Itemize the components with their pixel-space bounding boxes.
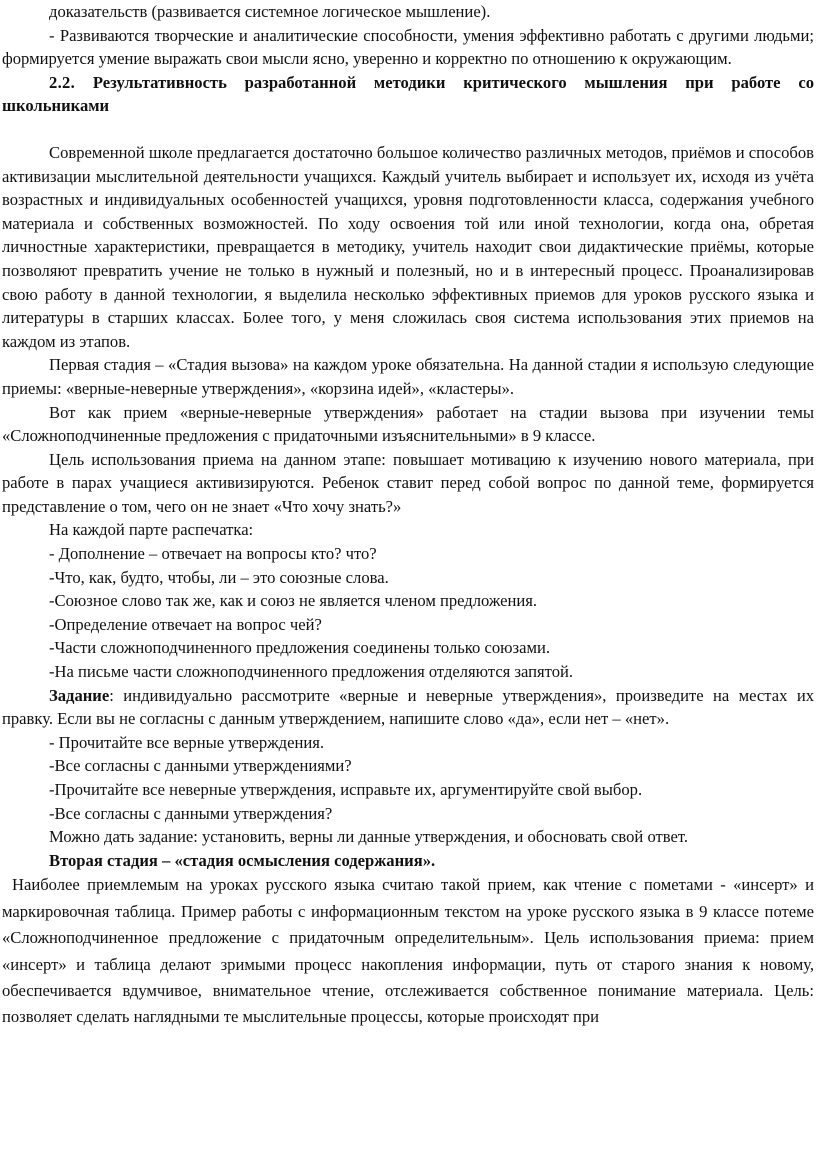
paragraph: Цель использования приема на данном этапе: повышает мотивацию к изучению нового материала, при работе в парах учащиеся активизируются. Ребенок ставит перед собой вопрос по данной теме, формируется представление о том, чего он не знает «Что хочу знать?» <box>2 449 814 516</box>
subheading: Вторая стадия – «стадия осмысления содержания». <box>49 850 436 870</box>
paragraph: Современной школе предлагается достаточно большое количество различных методов, приёмов и способов активизации мыслительной деятельности учащихся. Каждый учитель выбирает и использует их, исходя из учёта возрастных и индивидуальных особенностей учащихся, уровня подготовленности класса, содержания учебного материала и собственных возможностей. По ходу освоения той или иной технологии, когда она, обретая личностные характеристики, превращается в методику, учитель находит свои дидактические приёмы, которые позволяют превратить учение не только в нужный и полезный, но и в интересный процесс. Проанализировав свою работу в данной технологии, я выделила несколько эффективных приемов для уроков русского языка и литературы в старших классах. Более того, у меня сложилась своя система использования этих приемов на каждом из этапов. <box>2 142 814 351</box>
section-title: Результативность разработанной методики критического мышления при работе со школьниками <box>2 72 814 116</box>
section-number: 2.2. <box>49 72 76 92</box>
statements-list <box>2 542 814 684</box>
list-item: -Прочитайте все неверные утверждения, исправьте их, аргументируйте свой выбор. <box>49 780 643 799</box>
task-paragraph <box>2 684 814 731</box>
list-item: -Все согласны с данными утверждения? <box>49 803 333 823</box>
section-heading <box>2 71 814 118</box>
list-item: -Все согласны с данными утверждениями? <box>49 756 352 776</box>
list-item: - Прочитайте все верные утверждения. <box>49 732 325 752</box>
task-label: Задание <box>49 685 110 705</box>
list-item: -Что, как, будто, чтобы, ли – это союзные слова. <box>49 567 389 587</box>
paragraph: Можно дать задание: установить, верны ли данные утверждения, и обосновать свой ответ. <box>49 827 689 847</box>
list-item: -Части сложноподчиненного предложения соединены только союзами. <box>49 638 550 658</box>
list-item: -Определение отвечает на вопрос чей? <box>49 614 322 634</box>
list-item: - Дополнение – отвечает на вопросы кто? что? <box>49 544 377 564</box>
paragraph: доказательств (развивается системное логическое мышление). <box>49 2 491 21</box>
list-item: -На письме части сложноподчиненного предложения отделяются запятой. <box>49 662 574 682</box>
list-item: -Союзное слово так же, как и союз не является членом предложения. <box>49 591 538 611</box>
paragraph: Вот как прием «верные-неверные утверждения» работает на стадии вызова при изучении темы «Сложноподчиненные предложения с придаточными изъяснительными» в 9 классе. <box>2 402 814 446</box>
paragraph: Первая стадия – «Стадия вызова» на каждом уроке обязательна. На данной стадии я использую следующие приемы: «верные-неверные утверждения», «корзина идей», «кластеры». <box>2 355 814 398</box>
paragraph: На каждой парте распечатка: <box>49 520 254 540</box>
spacer <box>2 118 814 141</box>
paragraph: Наиболее приемлемым на уроках русского языка считаю такой прием, как чтение с пометами - «инсерт» и маркировочная таблица. Пример работы с информационным текстом на уроке русского языка в 9 классе потеме «Сложноподчиненное предложение с придаточным определительным». Цель использования приема: прием «инсерт» и таблица делают зримыми процесс накопления информации, путь от старого знания к новому, обеспечивается вдумчивое, внимательное чтение, отслеживается собственное понимание материала. Цель: позволяет сделать наглядными те мыслительные процессы, которые происходят при <box>2 875 814 1027</box>
task-text: : индивидуально рассмотрите «верные и неверные утверждения», произведите на местах их правку. Если вы не согласны с данным утверждением, напишите слово «да», если нет – «нет». <box>2 685 814 729</box>
paragraph: - Развиваются творческие и аналитические способности, умения эффективно работать с другими людьми; формируется умение выражать свои мысли ясно, уверенно и корректно по отношению к окружающим. <box>2 25 814 69</box>
questions-list <box>2 731 814 825</box>
